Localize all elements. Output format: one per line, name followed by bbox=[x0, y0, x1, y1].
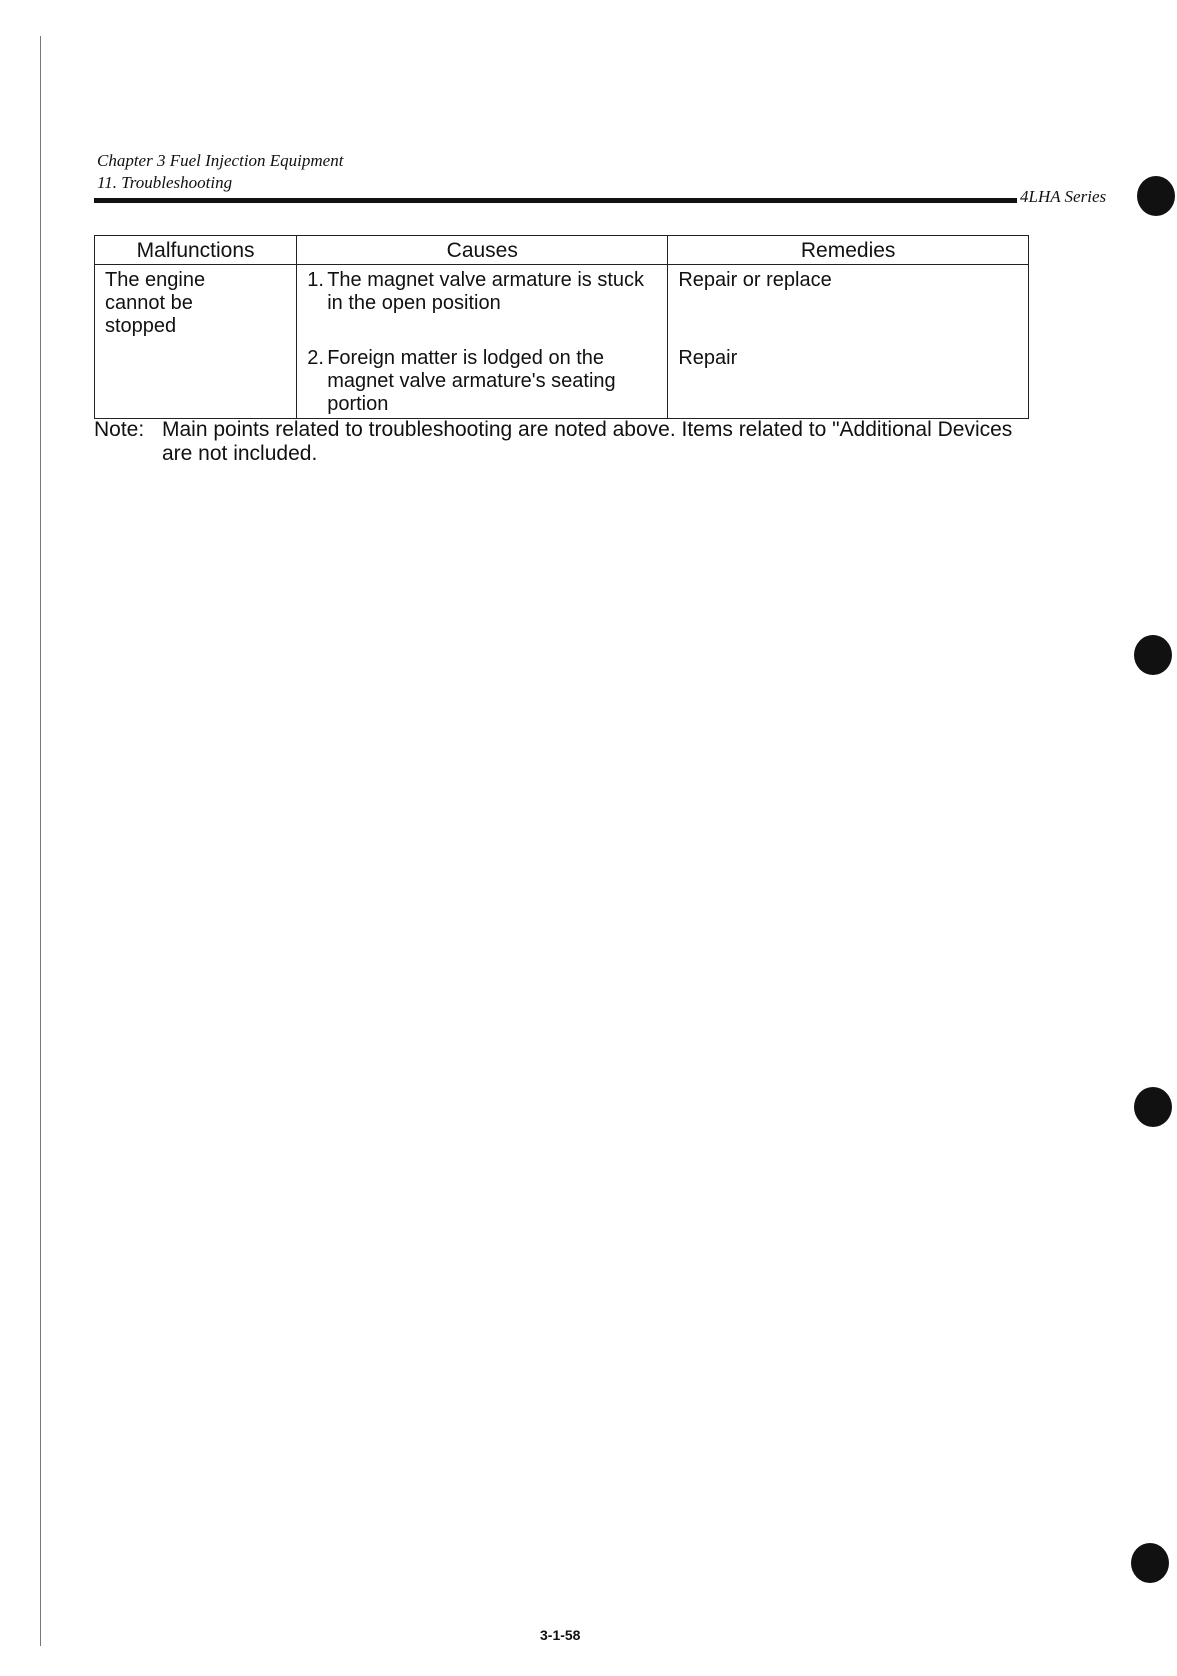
table-row bbox=[95, 343, 1029, 419]
header-remedies: Remedies bbox=[668, 236, 1029, 265]
malfunction-cell bbox=[95, 265, 297, 344]
table-row bbox=[95, 265, 1029, 344]
running-header bbox=[97, 150, 343, 194]
remedy-text: Repair or replace bbox=[678, 269, 832, 291]
page-number: 3-1-58 bbox=[540, 1627, 581, 1643]
header-rule bbox=[94, 198, 1017, 203]
binder-hole-dot bbox=[1134, 1087, 1172, 1127]
troubleshooting-table bbox=[94, 235, 1029, 419]
cause-cell bbox=[297, 265, 668, 344]
table-header-row bbox=[95, 236, 1029, 265]
cause-item bbox=[307, 347, 657, 416]
remedy-cell bbox=[668, 343, 1029, 419]
remedy-cell bbox=[668, 265, 1029, 344]
cause-text: The magnet valve armature is stuck in the open position bbox=[327, 269, 645, 314]
cause-number: 2. bbox=[307, 347, 324, 369]
section-title: 11. Troubleshooting bbox=[97, 173, 233, 192]
cause-number: 1. bbox=[307, 269, 324, 291]
remedy-text: Repair bbox=[678, 347, 738, 369]
binder-hole-dot bbox=[1134, 635, 1172, 675]
malfunction-text: The engine cannot be stopped bbox=[105, 269, 206, 337]
table-note bbox=[94, 418, 1039, 466]
page-margin-line bbox=[40, 36, 41, 1646]
chapter-title: Chapter 3 Fuel Injection Equipment bbox=[97, 151, 344, 170]
malfunction-cell bbox=[95, 343, 297, 419]
note-text: Main points related to troubleshooting are noted above. Items related to "Additional Devices are not included. bbox=[162, 418, 1013, 465]
binder-hole-dot bbox=[1137, 176, 1175, 216]
binder-hole-dot bbox=[1131, 1543, 1169, 1583]
header-malfunctions: Malfunctions bbox=[95, 236, 297, 265]
note-label: Note: bbox=[94, 418, 145, 441]
cause-text: Foreign matter is lodged on the magnet valve armature's seating portion bbox=[327, 347, 616, 415]
cause-cell bbox=[297, 343, 668, 419]
header-causes: Causes bbox=[297, 236, 668, 265]
cause-item bbox=[307, 269, 657, 315]
series-label: 4LHA Series bbox=[1020, 187, 1107, 206]
